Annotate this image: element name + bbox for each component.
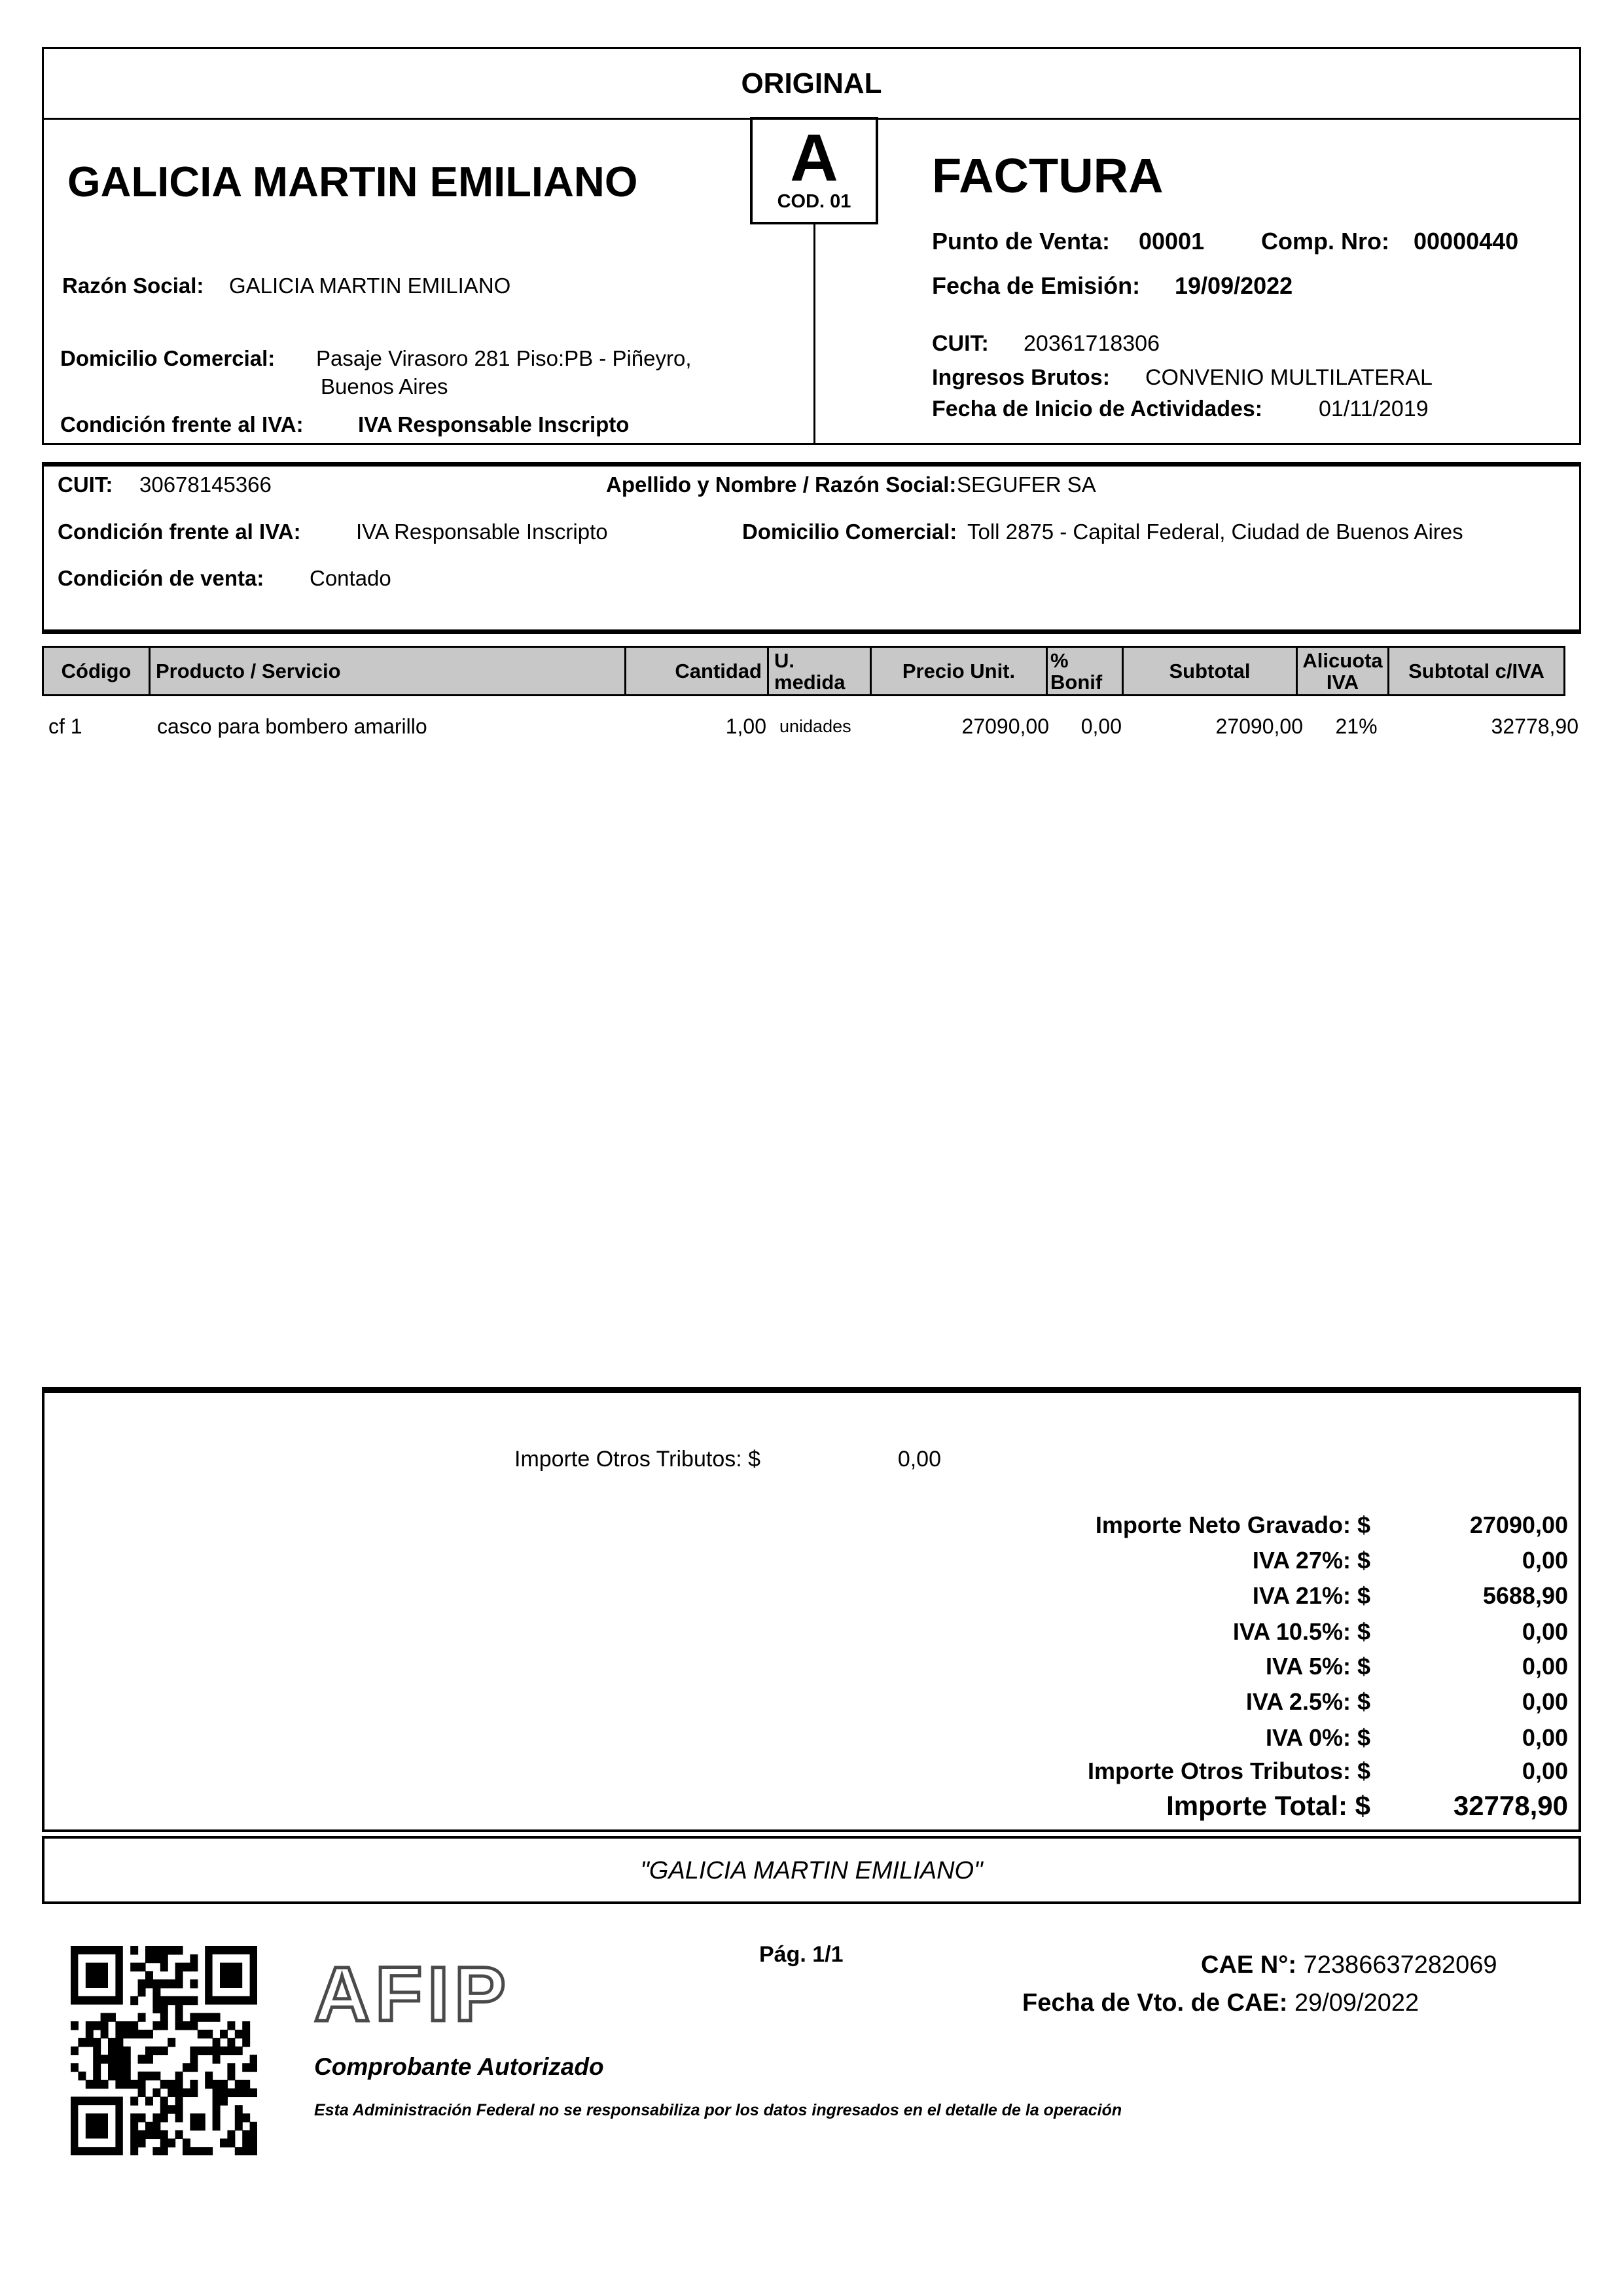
totals-row-iva21 bbox=[45, 1578, 1578, 1614]
seller-cuit-label: CUIT: bbox=[932, 331, 989, 356]
totals-value: 27090,00 bbox=[1469, 1511, 1568, 1538]
totals-row-iva5 bbox=[45, 1649, 1578, 1684]
seller-domicilio-value-line1: Pasaje Virasoro 281 Piso:PB - Piñeyro, bbox=[316, 346, 692, 370]
otros-tributos-line-value: 0,00 bbox=[897, 1447, 941, 1472]
customer-nombre-label: Apellido y Nombre / Razón Social: bbox=[606, 472, 957, 497]
seller-cuit-value: 20361718306 bbox=[1024, 331, 1160, 356]
customer-condicion-venta-value: Contado bbox=[310, 566, 391, 590]
customer-cuit-value: 30678145366 bbox=[139, 472, 272, 497]
comp-nro-value: 00000440 bbox=[1414, 228, 1519, 255]
otros-tributos-line-label: Importe Otros Tributos: $ bbox=[514, 1447, 761, 1472]
customer-condicion-iva-value: IVA Responsable Inscripto bbox=[356, 520, 608, 544]
cae-row bbox=[1201, 1951, 1497, 1979]
col-header-codigo: Código bbox=[42, 646, 151, 696]
invoice-type-box bbox=[750, 117, 878, 224]
cae-label: CAE N°: bbox=[1201, 1951, 1297, 1979]
totals-value: 0,00 bbox=[1522, 1688, 1568, 1715]
cae-vto-row bbox=[1022, 1989, 1419, 2017]
totals-row-iva105 bbox=[45, 1614, 1578, 1650]
totals-label: IVA 2.5%: $ bbox=[1245, 1688, 1370, 1715]
totals-label: IVA 0%: $ bbox=[1265, 1724, 1370, 1751]
item-producto: casco para bombero amarillo bbox=[157, 714, 427, 738]
col-header-alicuota-iva: Alicuota IVA bbox=[1296, 646, 1389, 696]
quote-text: "GALICIA MARTIN EMILIANO" bbox=[640, 1857, 983, 1884]
totals-label: IVA 21%: $ bbox=[1252, 1582, 1370, 1609]
totals-row-iva25 bbox=[45, 1684, 1578, 1720]
totals-value: 0,00 bbox=[1522, 1724, 1568, 1751]
customer-domicilio-label: Domicilio Comercial: bbox=[742, 520, 957, 544]
qr-code-icon bbox=[71, 1946, 257, 2155]
totals-label: Importe Otros Tributos: $ bbox=[1087, 1757, 1370, 1784]
invoice-type-letter: A bbox=[790, 120, 838, 195]
col-header-umedida: U. medida bbox=[767, 646, 872, 696]
inicio-actividades-value: 01/11/2019 bbox=[1319, 397, 1429, 421]
totals-value: 0,00 bbox=[1522, 1653, 1568, 1680]
table-row bbox=[42, 710, 1581, 743]
totals-value: 0,00 bbox=[1522, 1757, 1568, 1784]
punto-venta-value: 00001 bbox=[1139, 228, 1205, 255]
fecha-emision-label: Fecha de Emisión: bbox=[932, 272, 1141, 299]
ingresos-brutos-value: CONVENIO MULTILATERAL bbox=[1145, 365, 1433, 390]
cae-value: 72386637282069 bbox=[1303, 1951, 1497, 1979]
items-table-header bbox=[42, 646, 1581, 696]
seller-condicion-iva-label: Condición frente al IVA: bbox=[60, 412, 304, 436]
totals-label: IVA 5%: $ bbox=[1265, 1653, 1370, 1680]
seller-condicion-iva-value: IVA Responsable Inscripto bbox=[358, 412, 630, 436]
customer-condicion-iva-label: Condición frente al IVA: bbox=[58, 520, 301, 544]
item-alicuota-iva: 21% bbox=[1335, 714, 1378, 738]
punto-venta-label: Punto de Venta: bbox=[932, 228, 1111, 255]
totals-label: IVA 27%: $ bbox=[1252, 1547, 1370, 1574]
importe-total-value: 32778,90 bbox=[1453, 1790, 1568, 1821]
seller-domicilio-label: Domicilio Comercial: bbox=[60, 346, 276, 370]
disclaimer-text: Esta Administración Federal no se responsabiliza por los datos ingresados en el detalle de la operación bbox=[314, 2101, 1122, 2119]
totals-value: 0,00 bbox=[1522, 1547, 1568, 1574]
seller-company-name: GALICIA MARTIN EMILIANO bbox=[67, 158, 638, 205]
totals-row-importe-total bbox=[45, 1788, 1578, 1824]
item-bonif: 0,00 bbox=[1080, 714, 1122, 738]
totals-label: Importe Neto Gravado: $ bbox=[1095, 1511, 1370, 1538]
totals-row-iva0 bbox=[45, 1720, 1578, 1756]
inicio-actividades-label: Fecha de Inicio de Actividades: bbox=[932, 397, 1263, 421]
item-subtotal-civa: 32778,90 bbox=[1491, 714, 1578, 738]
totals-label: IVA 10.5%: $ bbox=[1232, 1618, 1370, 1645]
cae-vto-value: 29/09/2022 bbox=[1294, 1989, 1419, 2017]
copy-type-label: ORIGINAL bbox=[741, 67, 882, 99]
customer-domicilio-value: Toll 2875 - Capital Federal, Ciudad de Buenos Aires bbox=[967, 520, 1463, 544]
customer-condicion-venta-label: Condición de venta: bbox=[58, 566, 264, 590]
cae-vto-label: Fecha de Vto. de CAE: bbox=[1022, 1989, 1288, 2017]
totals-row-otros bbox=[45, 1754, 1578, 1789]
fecha-emision-value: 19/09/2022 bbox=[1175, 272, 1293, 299]
ingresos-brutos-label: Ingresos Brutos: bbox=[932, 365, 1111, 390]
item-precio-unit: 27090,00 bbox=[961, 714, 1049, 738]
importe-total-label: Importe Total: $ bbox=[1166, 1790, 1370, 1821]
item-subtotal: 27090,00 bbox=[1215, 714, 1303, 738]
razon-social-label: Razón Social: bbox=[62, 274, 204, 298]
col-header-precio-unit: Precio Unit. bbox=[870, 646, 1048, 696]
totals-row-neto bbox=[45, 1508, 1578, 1543]
afip-logo-icon bbox=[313, 1956, 555, 2034]
col-header-subtotal-civa: Subtotal c/IVA bbox=[1387, 646, 1565, 696]
authorized-label: Comprobante Autorizado bbox=[314, 2053, 604, 2080]
totals-box bbox=[42, 1387, 1581, 1832]
col-header-subtotal: Subtotal bbox=[1122, 646, 1298, 696]
comp-nro-label: Comp. Nro: bbox=[1261, 228, 1389, 255]
totals-row-iva27 bbox=[45, 1543, 1578, 1578]
col-header-bonif: % Bonif bbox=[1046, 646, 1124, 696]
seller-domicilio-value-line2: Buenos Aires bbox=[321, 374, 448, 398]
totals-value: 0,00 bbox=[1522, 1618, 1568, 1645]
doc-title: FACTURA bbox=[932, 149, 1164, 203]
customer-cuit-label: CUIT: bbox=[58, 472, 113, 497]
item-cantidad: 1,00 bbox=[725, 714, 766, 738]
quote-box bbox=[42, 1836, 1581, 1904]
totals-value: 5688,90 bbox=[1482, 1582, 1568, 1609]
item-codigo: cf 1 bbox=[48, 714, 82, 738]
col-header-producto: Producto / Servicio bbox=[149, 646, 626, 696]
page-number: Pág. 1/1 bbox=[759, 1942, 844, 1967]
customer-nombre-value: SEGUFER SA bbox=[957, 472, 1096, 497]
col-header-cantidad: Cantidad bbox=[624, 646, 769, 696]
afip-logo-text: AFIP bbox=[314, 1956, 511, 2034]
item-umedida: unidades bbox=[779, 716, 851, 736]
invoice-type-code: COD. 01 bbox=[777, 191, 851, 212]
razon-social-value: GALICIA MARTIN EMILIANO bbox=[229, 274, 511, 298]
original-strip bbox=[42, 47, 1581, 120]
